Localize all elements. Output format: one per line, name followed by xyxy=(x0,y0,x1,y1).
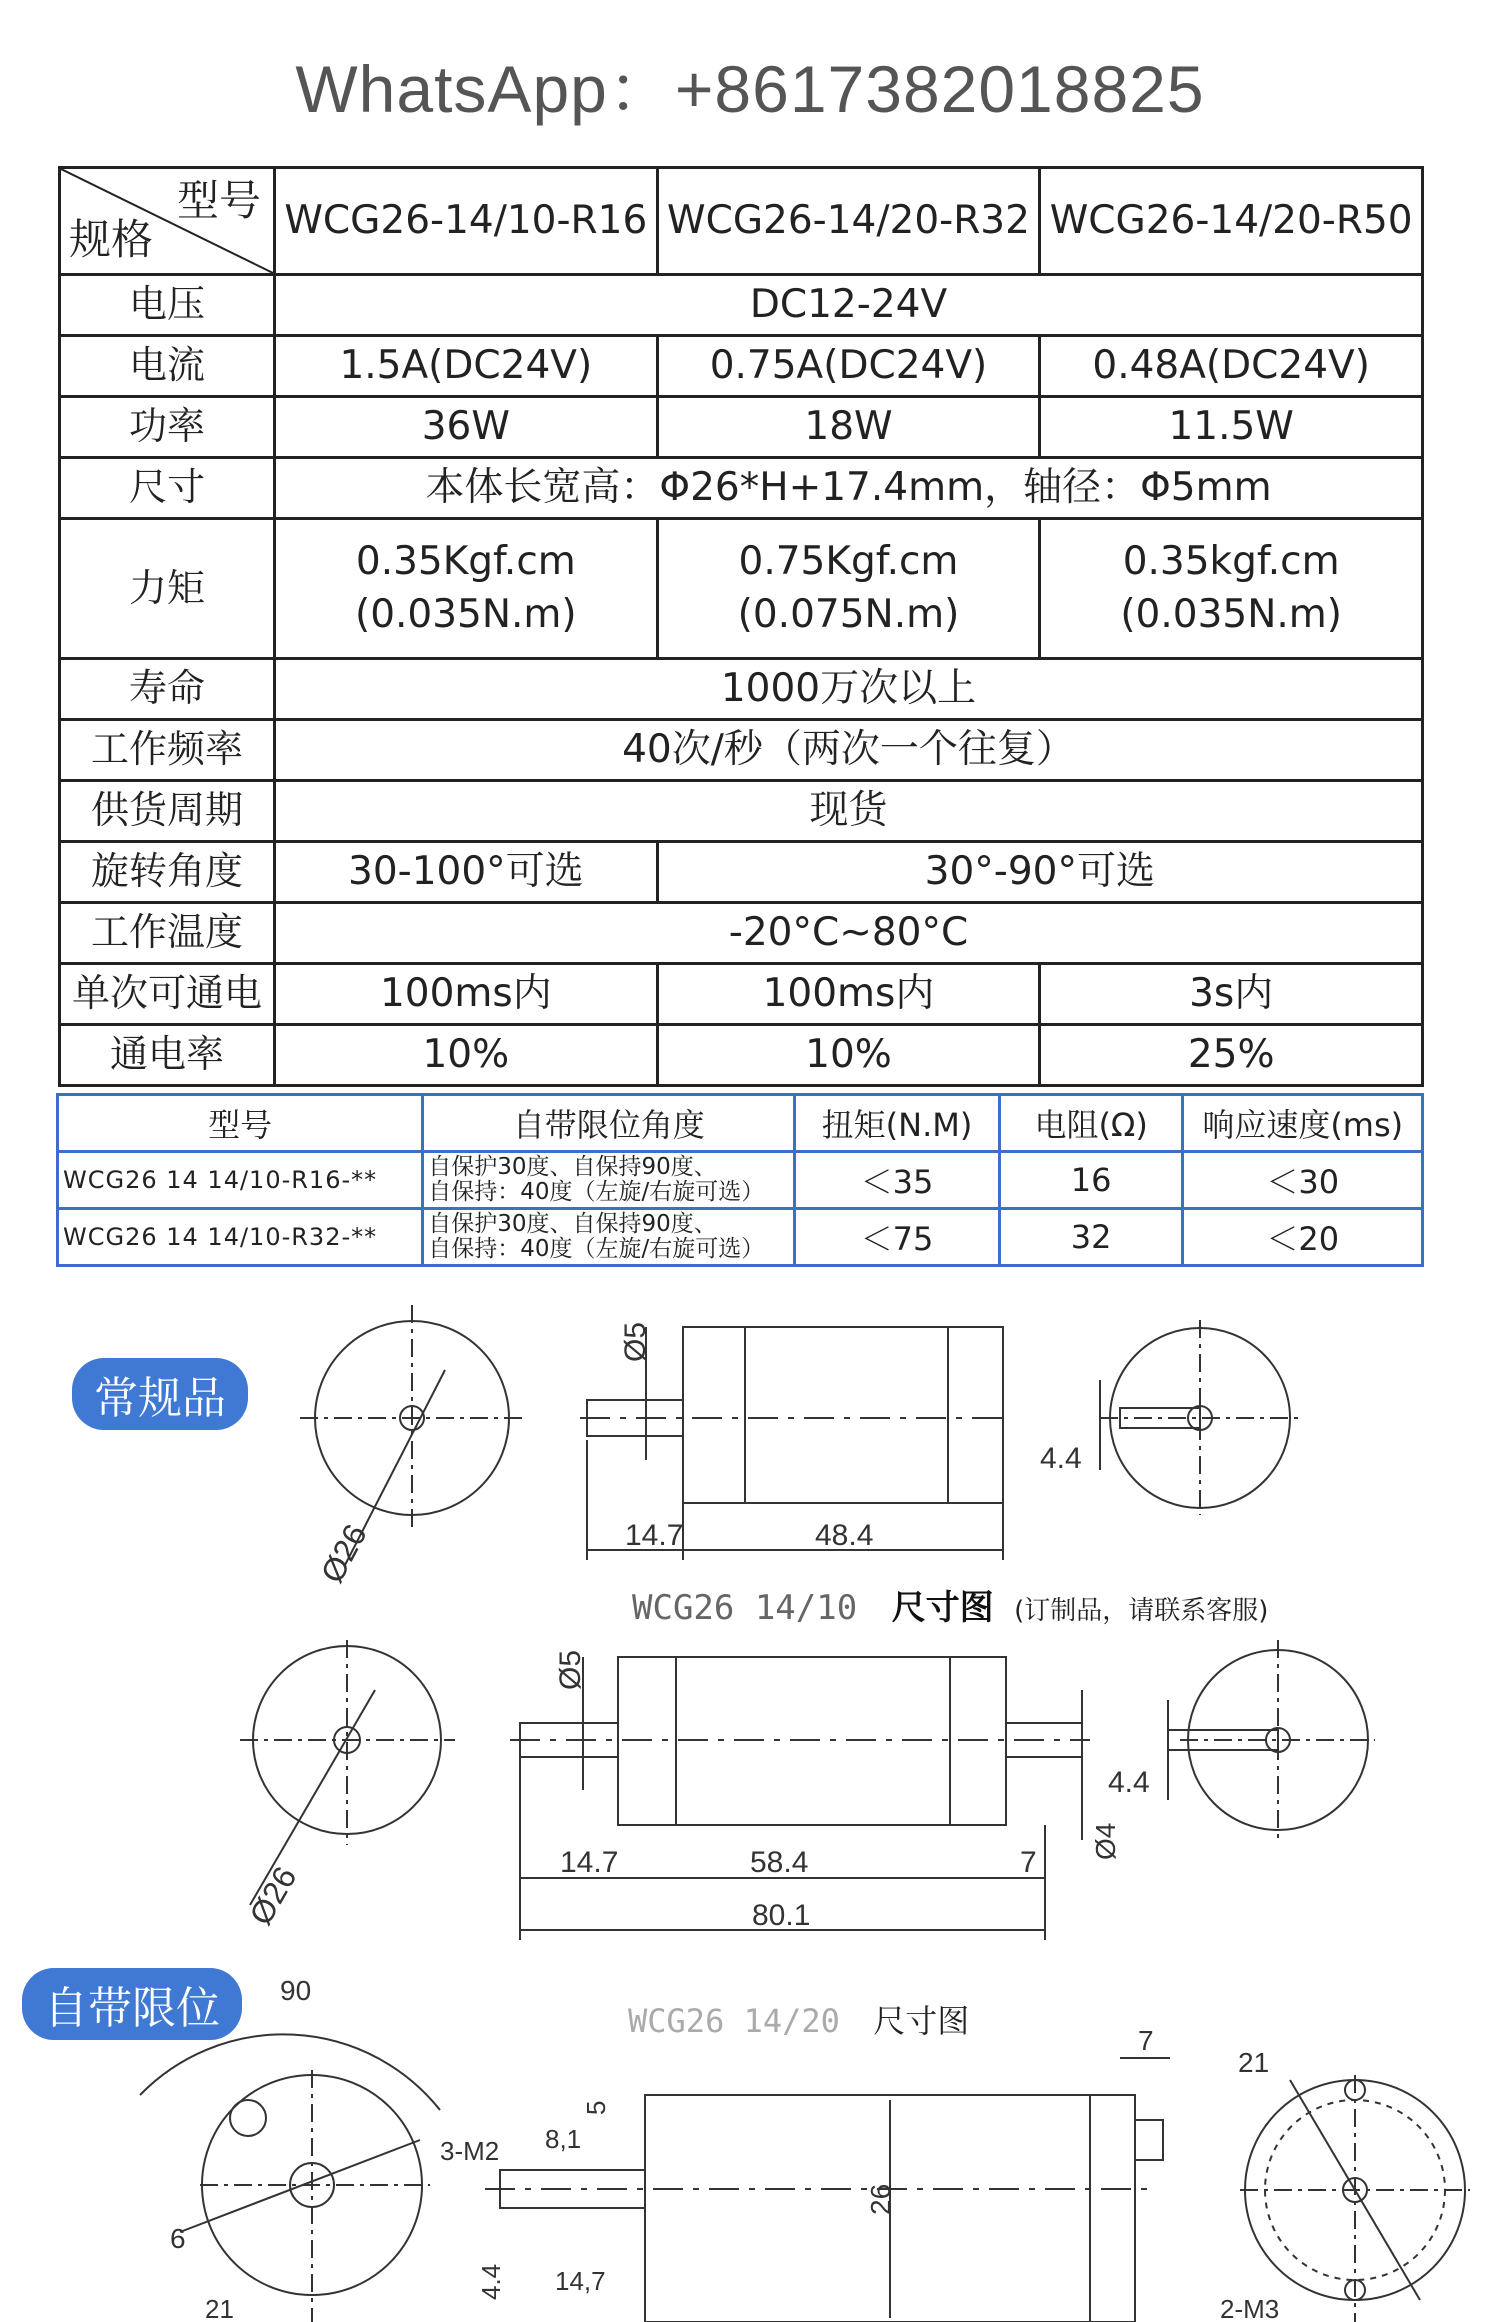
row-label: 电流 xyxy=(60,336,275,397)
col-header: 自带限位角度 xyxy=(423,1095,795,1152)
desc-line: 自保护30度、自保持90度、 xyxy=(428,1210,717,1237)
drawing1-note: (订制品，请联系客服) xyxy=(1014,1596,1269,1626)
row-label: 旋转角度 xyxy=(60,842,275,903)
current-value: 0.48A(DC24V) xyxy=(1040,336,1423,397)
on-time-value: 3s内 xyxy=(1040,964,1423,1025)
d2-shaft-label: Ø5 xyxy=(554,1649,587,1690)
d1-shaft-label: Ø5 xyxy=(619,1321,652,1362)
duty-value: 10% xyxy=(275,1025,658,1086)
d3-81-label: 8,1 xyxy=(545,2124,582,2154)
model-cell: WCG26 14 14/10-R16-** xyxy=(58,1152,423,1209)
power-value: 36W xyxy=(275,397,658,458)
voltage-value: DC12-24V xyxy=(275,275,1423,336)
limit-badge: 自带限位 xyxy=(22,1968,242,2040)
d2-l1-label: 14.7 xyxy=(560,1846,619,1879)
on-time-value: 100ms内 xyxy=(275,964,658,1025)
d2-key-label: 4.4 xyxy=(1108,1766,1150,1799)
col-header: 电阻(Ω) xyxy=(999,1095,1183,1152)
resistance-cell: 16 xyxy=(999,1152,1183,1209)
d2-total-label: 80.1 xyxy=(752,1899,811,1932)
desc-line: 自保护30度、自保持90度、 xyxy=(428,1153,717,1180)
dimension-drawings xyxy=(0,1260,1500,2322)
d3-r21-label: 21 xyxy=(1238,2047,1270,2078)
row-label: 寿命 xyxy=(60,659,275,720)
spec-table xyxy=(58,166,1424,1087)
power-value: 11.5W xyxy=(1040,397,1423,458)
row-label: 力矩 xyxy=(60,519,275,659)
speed-cell: ＜30 xyxy=(1183,1152,1423,1209)
duty-value: 25% xyxy=(1040,1025,1423,1086)
drawing2 xyxy=(240,1640,1375,1940)
current-value: 1.5A(DC24V) xyxy=(275,336,658,397)
d2-l3-label: 7 xyxy=(1020,1846,1037,1879)
model-header: WCG26-14/10-R16 xyxy=(275,168,658,275)
d1-dia-label: Ø26 xyxy=(313,1518,374,1589)
d1-key-label: 4.4 xyxy=(1040,1442,1082,1475)
standard-badge: 常规品 xyxy=(72,1358,248,1430)
corner-spec-label: 规格 xyxy=(69,215,154,265)
torque-nm: (0.035N.m) xyxy=(355,591,577,637)
row-label: 电压 xyxy=(60,275,275,336)
angle-desc xyxy=(423,1152,795,1209)
desc-line: 自保持：40度（左旋/右旋可选） xyxy=(428,1179,765,1205)
torque-value xyxy=(1040,519,1423,659)
row-label: 通电率 xyxy=(60,1025,275,1086)
drawing2-title: 尺寸图 xyxy=(873,2002,970,2040)
torque-nm: (0.035N.m) xyxy=(1120,591,1342,637)
d2-l2-label: 58.4 xyxy=(750,1846,809,1879)
col-header: 扭矩(N.M) xyxy=(795,1095,1000,1152)
d3-six-label: 6 xyxy=(170,2223,186,2254)
torque-value xyxy=(275,519,658,659)
d3-m3-label: 2-M3 xyxy=(1220,2294,1280,2322)
model-cell: WCG26 14 14/10-R32-** xyxy=(58,1209,423,1266)
d2-shaft2-label: Ø4 xyxy=(1090,1822,1121,1860)
duty-value: 10% xyxy=(657,1025,1040,1086)
d2-dia-label: Ø26 xyxy=(242,1860,304,1931)
corner-cell xyxy=(60,168,275,275)
torque-cell: ＜75 xyxy=(795,1209,1000,1266)
supply-value: 现货 xyxy=(275,781,1423,842)
drawing1 xyxy=(300,1305,1300,1589)
size-value: 本体长宽高：Φ26*H+17.4mm，轴径：Φ5mm xyxy=(275,458,1423,519)
row-label: 尺寸 xyxy=(60,458,275,519)
drawing1-title: 尺寸图 xyxy=(891,1588,994,1628)
current-value: 0.75A(DC24V) xyxy=(657,336,1040,397)
life-value: 1000万次以上 xyxy=(275,659,1423,720)
torque-kgf: 0.35Kgf.cm xyxy=(355,538,576,584)
speed-cell: ＜20 xyxy=(1183,1209,1423,1266)
drawing2-model: WCG26 14/20 xyxy=(628,2002,840,2040)
torque-nm: (0.075N.m) xyxy=(737,591,960,637)
on-time-value: 100ms内 xyxy=(657,964,1040,1025)
temperature-value: -20°C~80°C xyxy=(275,903,1423,964)
model-header: WCG26-14/20-R32 xyxy=(657,168,1040,275)
row-label: 供货周期 xyxy=(60,781,275,842)
d3-21-label: 21 xyxy=(205,2294,234,2322)
frequency-value: 40次/秒（两次一个往复） xyxy=(275,720,1423,781)
torque-cell: ＜35 xyxy=(795,1152,1000,1209)
torque-kgf: 0.75Kgf.cm xyxy=(738,538,959,584)
d3-44-label: 4.4 xyxy=(476,2263,506,2300)
d3-147-label: 14,7 xyxy=(555,2266,606,2296)
d1-l1-label: 14.7 xyxy=(625,1519,684,1552)
resistance-cell: 32 xyxy=(999,1209,1183,1266)
angle-value: 30-100°可选 xyxy=(275,842,658,903)
drawing3 xyxy=(140,1975,1470,2322)
corner-model-label: 型号 xyxy=(176,176,261,225)
power-value: 18W xyxy=(657,397,1040,458)
col-header: 型号 xyxy=(58,1095,423,1152)
angle-desc xyxy=(423,1209,795,1266)
row-label: 功率 xyxy=(60,397,275,458)
angle-value: 30°-90°可选 xyxy=(657,842,1422,903)
model-header: WCG26-14/20-R50 xyxy=(1040,168,1423,275)
torque-kgf: 0.35kgf.cm xyxy=(1122,538,1340,584)
d1-l2-label: 48.4 xyxy=(815,1519,874,1552)
d3-5-label: 5 xyxy=(581,2100,611,2115)
d3-angle-label: 90 xyxy=(280,1975,312,2006)
row-label: 工作温度 xyxy=(60,903,275,964)
limit-table xyxy=(56,1093,1424,1267)
row-label: 单次可通电 xyxy=(60,964,275,1025)
row-label: 工作频率 xyxy=(60,720,275,781)
d3-26-label: 26 xyxy=(865,2183,896,2215)
col-header: 响应速度(ms) xyxy=(1183,1095,1423,1152)
drawing1-model: WCG26 14/10 xyxy=(632,1588,858,1628)
d3-7-label: 7 xyxy=(1138,2025,1154,2056)
d3-m2-label: 3-M2 xyxy=(440,2136,500,2166)
whatsapp-contact: WhatsApp：+8617382018825 xyxy=(295,52,1205,126)
torque-value xyxy=(657,519,1040,659)
desc-line: 自保持：40度（左旋/右旋可选） xyxy=(428,1236,765,1262)
